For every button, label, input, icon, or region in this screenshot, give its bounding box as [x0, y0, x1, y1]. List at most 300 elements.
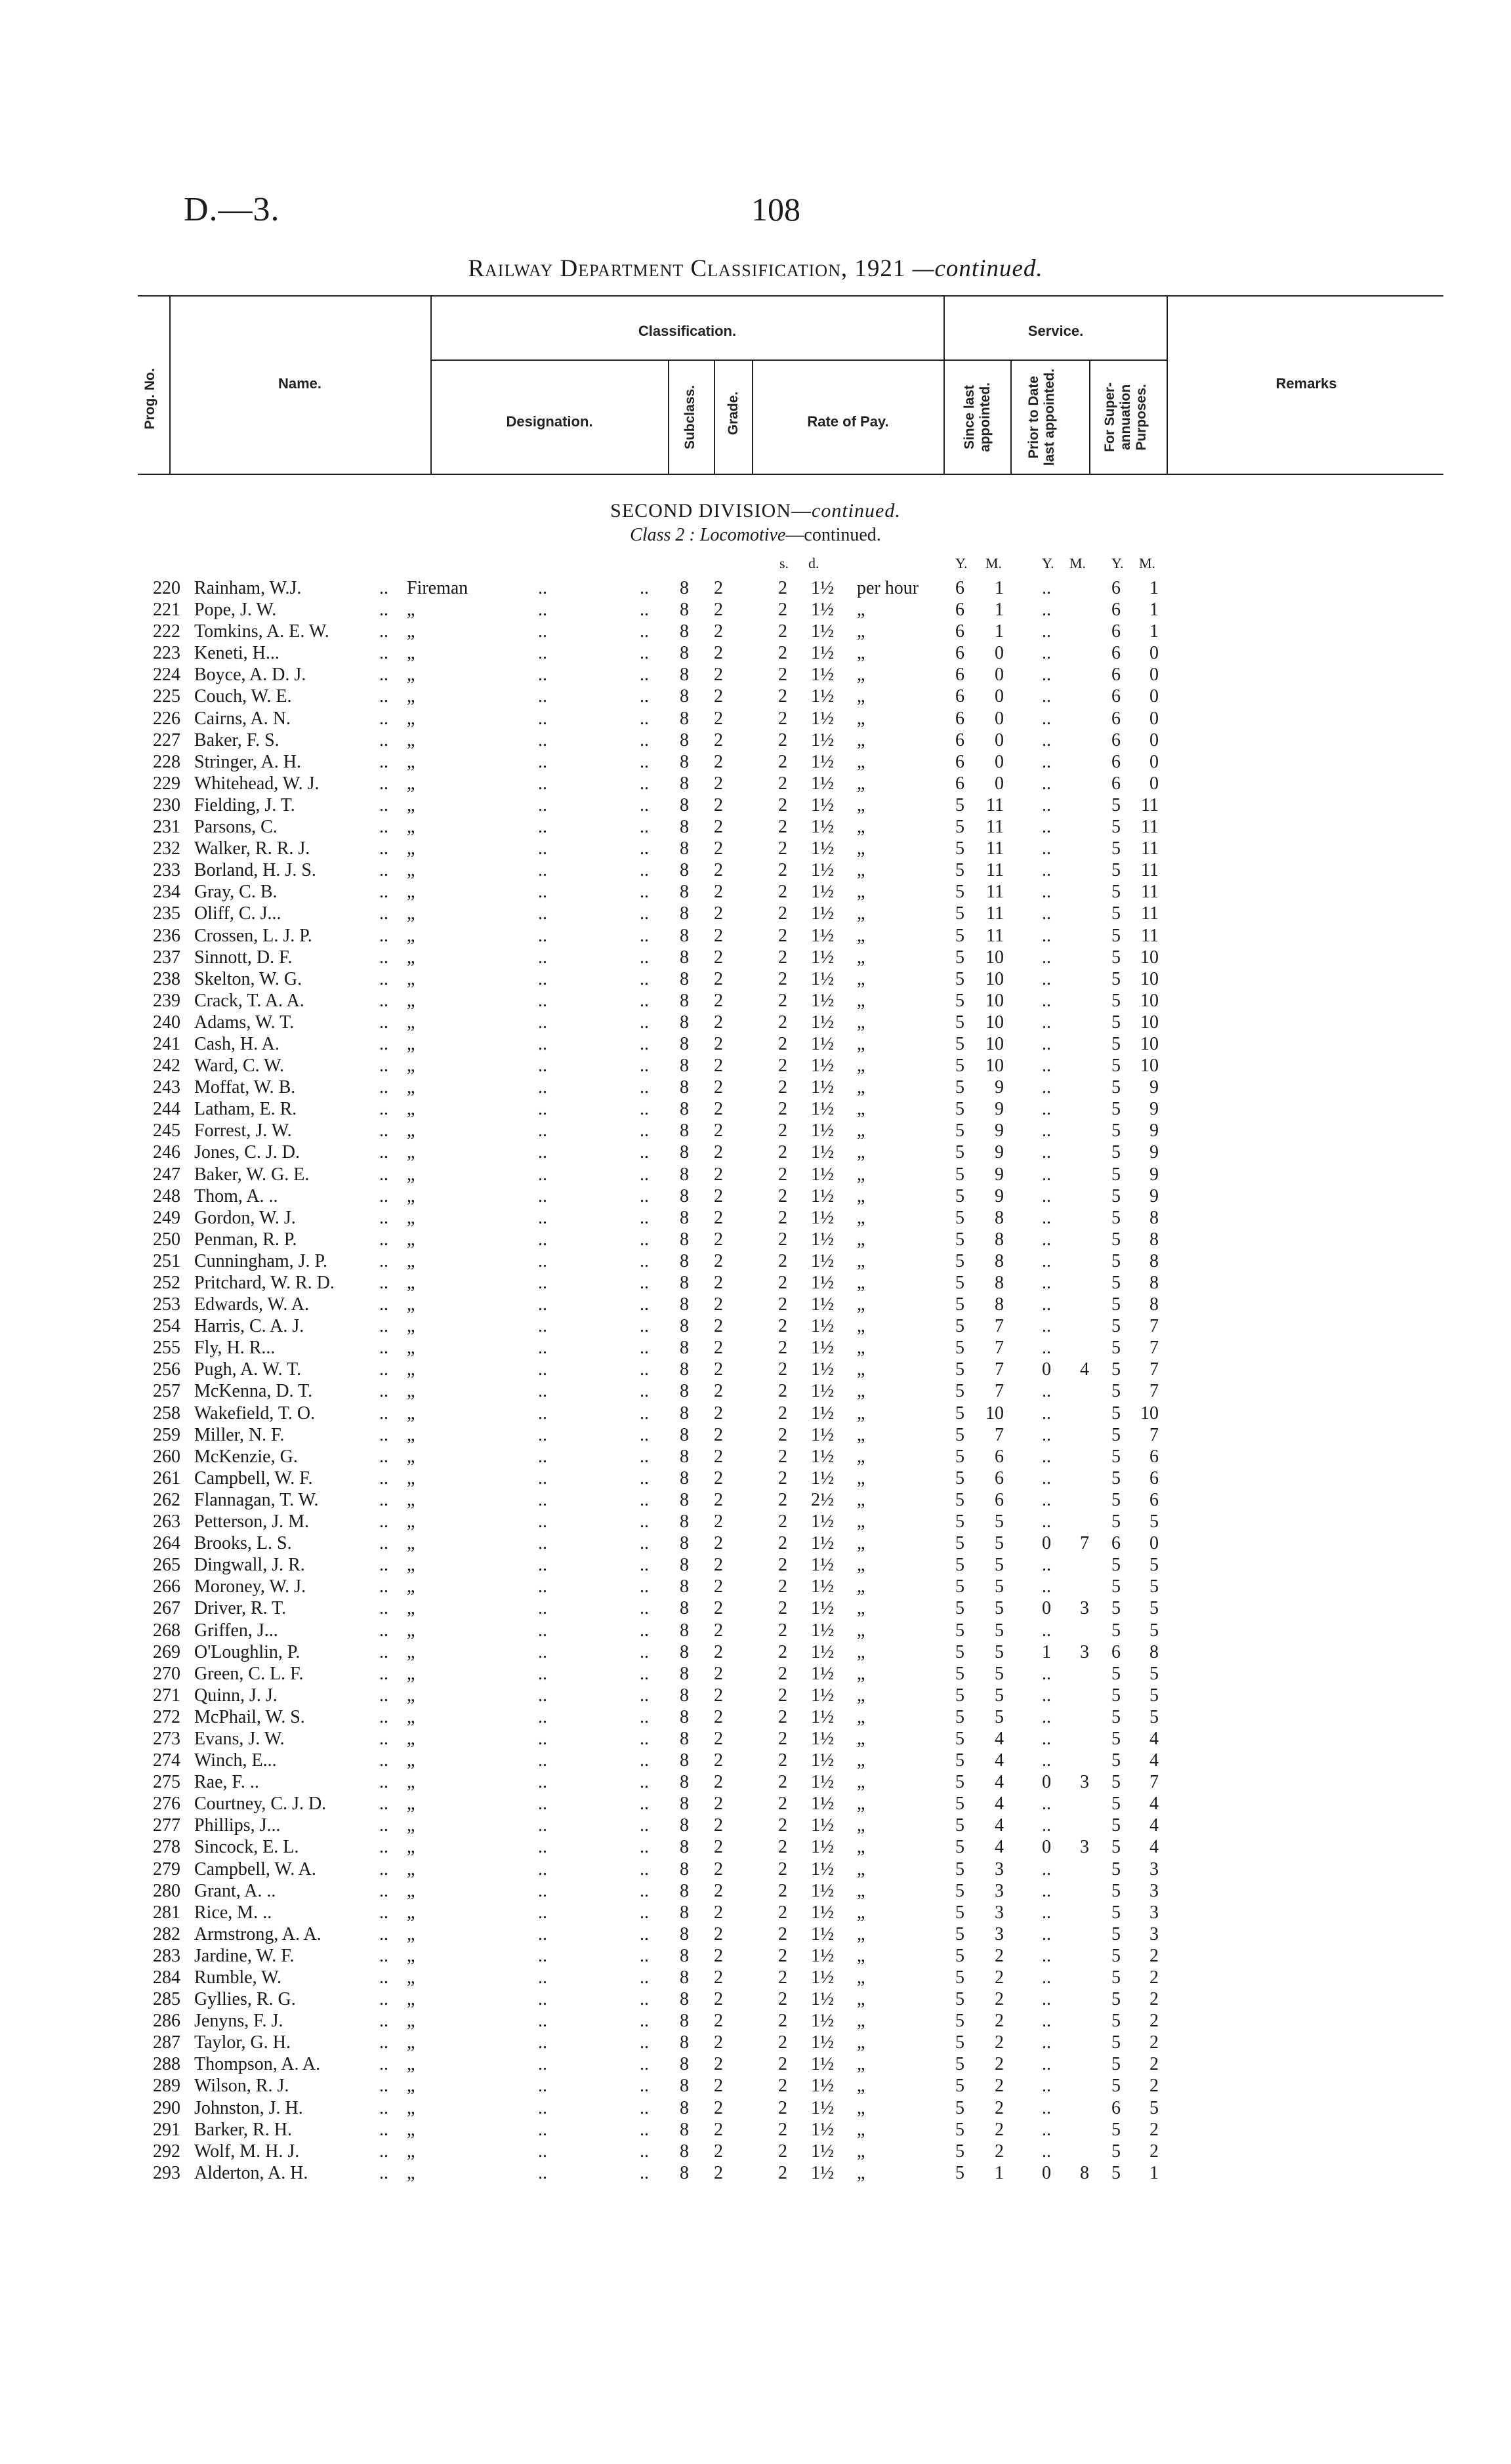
grade: 2 [714, 1902, 723, 1923]
since-years: 5 [955, 1056, 964, 1077]
unit-months: M. [1069, 555, 1087, 571]
leader-dots: .. [538, 1250, 547, 1271]
leader-dots: .. [640, 1815, 649, 1836]
grade: 2 [714, 1511, 723, 1532]
grade: 2 [714, 1446, 723, 1467]
subclass: 8 [680, 947, 689, 968]
pay-shillings: 2 [778, 1706, 787, 1727]
prior-years: .. [1042, 1989, 1051, 2010]
leader-dots: .. [538, 1989, 547, 2010]
pay-shillings: 2 [778, 1880, 787, 1901]
subclass: 8 [680, 794, 689, 815]
table-row [0, 1055, 1511, 1077]
grade: 2 [714, 1728, 723, 1749]
leader-dots: .. [640, 1316, 649, 1337]
leader-dots: .. [538, 751, 547, 772]
subclass: 8 [680, 1837, 689, 1858]
prog-no: 285 [153, 1989, 180, 2010]
leader-dots: .. [379, 968, 388, 989]
super-years: 5 [1111, 1511, 1121, 1532]
employee-name: Sinnott, D. F. [194, 947, 293, 968]
since-months: 6 [995, 1446, 1004, 1467]
prior-years: .. [1042, 1620, 1051, 1641]
leader-dots: .. [640, 1012, 649, 1033]
page-reference: D.—3. [184, 191, 280, 228]
leader-dots: .. [640, 2011, 649, 2032]
leader-dots: .. [379, 1858, 388, 1879]
super-months: 3 [1149, 1902, 1159, 1923]
grade: 2 [714, 1945, 723, 1966]
since-years: 5 [955, 1316, 964, 1337]
pay-pence: 1½ [811, 903, 834, 924]
since-months: 5 [995, 1663, 1004, 1684]
super-months: 7 [1149, 1359, 1159, 1380]
employee-name: McKenna, D. T. [194, 1381, 313, 1402]
leader-dots: .. [379, 1663, 388, 1684]
title-main: Railway Department Classification, 1921 [468, 255, 906, 282]
super-months: 1 [1149, 600, 1159, 621]
pay-period: „ [857, 2119, 865, 2140]
since-years: 5 [955, 1077, 964, 1098]
prog-no: 223 [153, 643, 180, 664]
table-row [0, 968, 1511, 990]
pay-shillings: 2 [778, 621, 787, 642]
since-years: 5 [955, 2141, 964, 2162]
prog-no: 282 [153, 1923, 180, 1944]
leader-dots: .. [379, 2054, 388, 2075]
leader-dots: .. [538, 578, 547, 598]
leader-dots: .. [640, 1880, 649, 1901]
prog-no: 264 [153, 1533, 180, 1554]
class-name: Locomotive [699, 525, 786, 545]
class-continued: —continued. [785, 525, 881, 545]
since-months: 5 [995, 1555, 1004, 1576]
super-months: 0 [1149, 751, 1159, 772]
leader-dots: .. [538, 2141, 547, 2162]
super-months: 2 [1149, 2076, 1159, 2097]
prog-no: 254 [153, 1316, 180, 1337]
leader-dots: .. [379, 1077, 388, 1098]
table-row [0, 2010, 1511, 2032]
since-years: 6 [955, 773, 964, 794]
prog-no: 252 [153, 1273, 180, 1293]
since-months: 11 [986, 882, 1004, 903]
pay-pence: 1½ [811, 686, 834, 707]
leader-dots: .. [538, 1207, 547, 1228]
since-years: 5 [955, 2097, 964, 2118]
subclass: 8 [680, 1902, 689, 1923]
super-months: 9 [1149, 1142, 1159, 1163]
prior-years: .. [1042, 1077, 1051, 1098]
pay-pence: 1½ [811, 729, 834, 750]
grade: 2 [714, 773, 723, 794]
pay-period: per hour [857, 578, 919, 598]
leader-dots: .. [538, 1598, 547, 1619]
pay-shillings: 2 [778, 1837, 787, 1858]
since-months: 11 [986, 860, 1004, 881]
pay-shillings: 2 [778, 1273, 787, 1293]
prior-years: .. [1042, 860, 1051, 881]
leader-dots: .. [538, 1794, 547, 1815]
subclass: 8 [680, 2097, 689, 2118]
grade: 2 [714, 1772, 723, 1793]
employee-name: Jenyns, F. J. [194, 2011, 283, 2032]
designation: „ [407, 621, 415, 642]
pay-period: „ [857, 1706, 865, 1727]
since-years: 5 [955, 1489, 964, 1510]
grade: 2 [714, 1880, 723, 1901]
leader-dots: .. [379, 1120, 388, 1141]
grade: 2 [714, 2011, 723, 2032]
prog-no: 250 [153, 1229, 180, 1250]
super-years: 6 [1111, 729, 1121, 750]
prior-years: .. [1042, 621, 1051, 642]
designation: „ [407, 1533, 415, 1554]
designation: „ [407, 686, 415, 707]
leader-dots: .. [640, 1641, 649, 1662]
prior-years: .. [1042, 1033, 1051, 1054]
table-row [0, 599, 1511, 621]
pay-period: „ [857, 1403, 865, 1424]
prior-years: .. [1042, 1967, 1051, 1988]
leader-dots: .. [640, 860, 649, 881]
grade: 2 [714, 2119, 723, 2140]
super-years: 5 [1111, 1967, 1121, 1988]
since-years: 5 [955, 947, 964, 968]
subclass: 8 [680, 1359, 689, 1380]
leader-dots: .. [640, 947, 649, 968]
leader-dots: .. [640, 903, 649, 924]
employee-name: Grant, A. .. [194, 1880, 276, 1901]
prog-no: 253 [153, 1294, 180, 1315]
pay-period: „ [857, 773, 865, 794]
subclass: 8 [680, 925, 689, 946]
prior-years: .. [1042, 1858, 1051, 1879]
prog-no: 241 [153, 1033, 180, 1054]
pay-period: „ [857, 2032, 865, 2053]
employee-name: Harris, C. A. J. [194, 1316, 304, 1337]
leader-dots: .. [379, 643, 388, 664]
pay-shillings: 2 [778, 751, 787, 772]
prior-years: .. [1042, 1663, 1051, 1684]
employee-name: Baker, F. S. [194, 729, 279, 750]
pay-period: „ [857, 817, 865, 838]
subclass: 8 [680, 2054, 689, 2075]
pay-shillings: 2 [778, 1533, 787, 1554]
since-months: 3 [995, 1858, 1004, 1879]
employee-name: Thom, A. .. [194, 1185, 278, 1206]
super-months: 5 [1149, 2097, 1159, 2118]
super-years: 5 [1111, 1837, 1121, 1858]
grade: 2 [714, 1989, 723, 2010]
designation: „ [407, 990, 415, 1011]
table-row [0, 1663, 1511, 1685]
super-years: 5 [1111, 1250, 1121, 1271]
leader-dots: .. [538, 1077, 547, 1098]
header-subclass: Subclass. [682, 384, 697, 450]
pay-period: „ [857, 1837, 865, 1858]
super-years: 5 [1111, 1902, 1121, 1923]
prior-years: .. [1042, 600, 1051, 621]
prior-years: .. [1042, 2119, 1051, 2140]
designation: „ [407, 1056, 415, 1077]
pay-period: „ [857, 1338, 865, 1359]
prior-years: .. [1042, 1185, 1051, 1206]
table-row [0, 773, 1511, 794]
pay-shillings: 2 [778, 817, 787, 838]
designation: Fireman [407, 578, 468, 598]
pay-pence: 1½ [811, 794, 834, 815]
pay-shillings: 2 [778, 1338, 787, 1359]
since-years: 5 [955, 1880, 964, 1901]
leader-dots: .. [379, 2076, 388, 2097]
since-months: 9 [995, 1164, 1004, 1185]
leader-dots: .. [538, 1858, 547, 1879]
designation: „ [407, 1815, 415, 1836]
super-years: 6 [1111, 1641, 1121, 1662]
subclass: 8 [680, 1489, 689, 1510]
super-months: 2 [1149, 1989, 1159, 2010]
super-years: 6 [1111, 578, 1121, 598]
super-months: 7 [1149, 1381, 1159, 1402]
leader-dots: .. [538, 600, 547, 621]
leader-dots: .. [640, 1663, 649, 1684]
grade: 2 [714, 1620, 723, 1641]
grade: 2 [714, 1120, 723, 1141]
prior-years: .. [1042, 1555, 1051, 1576]
leader-dots: .. [538, 1880, 547, 1901]
since-months: 9 [995, 1120, 1004, 1141]
prog-no: 251 [153, 1250, 180, 1271]
pay-period: „ [857, 1663, 865, 1684]
table-row [0, 1185, 1511, 1207]
leader-dots: .. [640, 2076, 649, 2097]
table-row [0, 1597, 1511, 1619]
super-years: 5 [1111, 1555, 1121, 1576]
pay-shillings: 2 [778, 1663, 787, 1684]
grade: 2 [714, 1815, 723, 1836]
grade: 2 [714, 1837, 723, 1858]
subclass: 8 [680, 1989, 689, 2010]
grade: 2 [714, 621, 723, 642]
prior-months: 3 [1080, 1772, 1089, 1793]
super-years: 5 [1111, 1033, 1121, 1054]
super-months: 1 [1149, 2162, 1159, 2183]
designation: „ [407, 1250, 415, 1271]
designation: „ [407, 1945, 415, 1966]
grade: 2 [714, 1381, 723, 1402]
designation: „ [407, 2162, 415, 2183]
prior-months: 7 [1080, 1533, 1089, 1554]
unit-months: M. [985, 555, 1003, 571]
pay-shillings: 2 [778, 1989, 787, 2010]
grade: 2 [714, 1403, 723, 1424]
grade: 2 [714, 1533, 723, 1554]
prior-years: 0 [1042, 2162, 1051, 2183]
employee-name: Courtney, C. J. D. [194, 1794, 327, 1815]
pay-pence: 1½ [811, 665, 834, 686]
leader-dots: .. [379, 1207, 388, 1228]
prior-years: .. [1042, 1099, 1051, 1120]
since-years: 5 [955, 1359, 964, 1380]
employee-name: Sincock, E. L. [194, 1837, 299, 1858]
since-years: 5 [955, 2054, 964, 2075]
employee-name: Winch, E... [194, 1750, 277, 1771]
super-years: 5 [1111, 1185, 1121, 1206]
pay-period: „ [857, 1250, 865, 1271]
super-years: 5 [1111, 1012, 1121, 1033]
header-divider [668, 359, 669, 474]
leader-dots: .. [640, 1511, 649, 1532]
leader-dots: .. [379, 729, 388, 750]
super-months: 10 [1140, 1056, 1159, 1077]
since-months: 4 [995, 1750, 1004, 1771]
pay-shillings: 2 [778, 1685, 787, 1706]
prior-years: .. [1042, 1056, 1051, 1077]
leader-dots: .. [379, 1424, 388, 1445]
designation: „ [407, 1164, 415, 1185]
pay-shillings: 2 [778, 860, 787, 881]
table-row [0, 838, 1511, 859]
super-months: 11 [1141, 903, 1159, 924]
prog-no: 255 [153, 1338, 180, 1359]
subclass: 8 [680, 1338, 689, 1359]
leader-dots: .. [538, 686, 547, 707]
designation: „ [407, 2097, 415, 2118]
since-years: 5 [955, 968, 964, 989]
prog-no: 236 [153, 925, 180, 946]
grade: 2 [714, 838, 723, 859]
leader-dots: .. [379, 1012, 388, 1033]
pay-shillings: 2 [778, 1164, 787, 1185]
pay-shillings: 2 [778, 708, 787, 729]
subclass: 8 [680, 665, 689, 686]
leader-dots: .. [538, 1229, 547, 1250]
table-row [0, 1750, 1511, 1771]
prior-years: .. [1042, 1728, 1051, 1749]
pay-pence: 1½ [811, 817, 834, 838]
pay-period: „ [857, 2097, 865, 2118]
prog-no: 246 [153, 1142, 180, 1163]
pay-shillings: 2 [778, 600, 787, 621]
leader-dots: .. [538, 1902, 547, 1923]
leader-dots: .. [379, 1880, 388, 1901]
designation: „ [407, 1446, 415, 1467]
super-months: 6 [1149, 1489, 1159, 1510]
since-years: 5 [955, 1685, 964, 1706]
employee-name: Rainham, W.J. [194, 578, 302, 598]
prog-no: 265 [153, 1555, 180, 1576]
since-years: 5 [955, 2032, 964, 2053]
prog-no: 283 [153, 1945, 180, 1966]
prior-years: .. [1042, 1012, 1051, 1033]
pay-shillings: 2 [778, 947, 787, 968]
pay-pence: 1½ [811, 2119, 834, 2140]
table-row [0, 1077, 1511, 1098]
leader-dots: .. [538, 729, 547, 750]
table-row [0, 1641, 1511, 1663]
designation: „ [407, 947, 415, 968]
pay-period: „ [857, 903, 865, 924]
prior-years: .. [1042, 1446, 1051, 1467]
table-row [0, 1229, 1511, 1250]
super-months: 10 [1140, 1403, 1159, 1424]
grade: 2 [714, 1794, 723, 1815]
table-row [0, 729, 1511, 751]
since-months: 4 [995, 1772, 1004, 1793]
prog-no: 291 [153, 2119, 180, 2140]
leader-dots: .. [640, 1359, 649, 1380]
subclass: 8 [680, 1033, 689, 1054]
designation: „ [407, 1338, 415, 1359]
table-row [0, 1923, 1511, 1945]
leader-dots: .. [538, 1446, 547, 1467]
leader-dots: .. [538, 2011, 547, 2032]
prior-years: .. [1042, 1207, 1051, 1228]
employee-name: Gordon, W. J. [194, 1207, 296, 1228]
unit-years: Y. [955, 555, 968, 571]
prior-years: .. [1042, 1923, 1051, 1944]
super-months: 10 [1140, 947, 1159, 968]
leader-dots: .. [538, 1359, 547, 1380]
grade: 2 [714, 1099, 723, 1120]
prog-no: 245 [153, 1120, 180, 1141]
employee-name: Boyce, A. D. J. [194, 665, 306, 686]
employee-name: Moroney, W. J. [194, 1576, 306, 1597]
pay-pence: 1½ [811, 1706, 834, 1727]
designation: „ [407, 1598, 415, 1619]
pay-shillings: 2 [778, 1294, 787, 1315]
super-months: 8 [1149, 1207, 1159, 1228]
leader-dots: .. [538, 1012, 547, 1033]
pay-shillings: 2 [778, 578, 787, 598]
pay-pence: 1½ [811, 1424, 834, 1445]
pay-pence: 1½ [811, 1837, 834, 1858]
super-months: 10 [1140, 1033, 1159, 1054]
since-months: 9 [995, 1142, 1004, 1163]
pay-shillings: 2 [778, 1077, 787, 1098]
pay-pence: 1½ [811, 2011, 834, 2032]
since-months: 10 [985, 968, 1004, 989]
leader-dots: .. [640, 1989, 649, 2010]
subclass: 8 [680, 1794, 689, 1815]
pay-shillings: 2 [778, 2119, 787, 2140]
prog-no: 243 [153, 1077, 180, 1098]
since-months: 9 [995, 1099, 1004, 1120]
grade: 2 [714, 2054, 723, 2075]
subclass: 8 [680, 600, 689, 621]
super-months: 2 [1149, 1945, 1159, 1966]
leader-dots: .. [538, 2054, 547, 2075]
employee-name: Stringer, A. H. [194, 751, 301, 772]
designation: „ [407, 794, 415, 815]
table-row [0, 1098, 1511, 1120]
prog-no: 238 [153, 968, 180, 989]
since-years: 5 [955, 1229, 964, 1250]
since-months: 5 [995, 1511, 1004, 1532]
pay-period: „ [857, 1273, 865, 1293]
leader-dots: .. [379, 1576, 388, 1597]
super-months: 2 [1149, 2119, 1159, 2140]
pay-period: „ [857, 1316, 865, 1337]
super-months: 9 [1149, 1185, 1159, 1206]
pay-pence: 1½ [811, 578, 834, 598]
prior-years: .. [1042, 838, 1051, 859]
prog-no: 267 [153, 1598, 180, 1619]
since-years: 6 [955, 600, 964, 621]
leader-dots: .. [379, 665, 388, 686]
leader-dots: .. [538, 1772, 547, 1793]
